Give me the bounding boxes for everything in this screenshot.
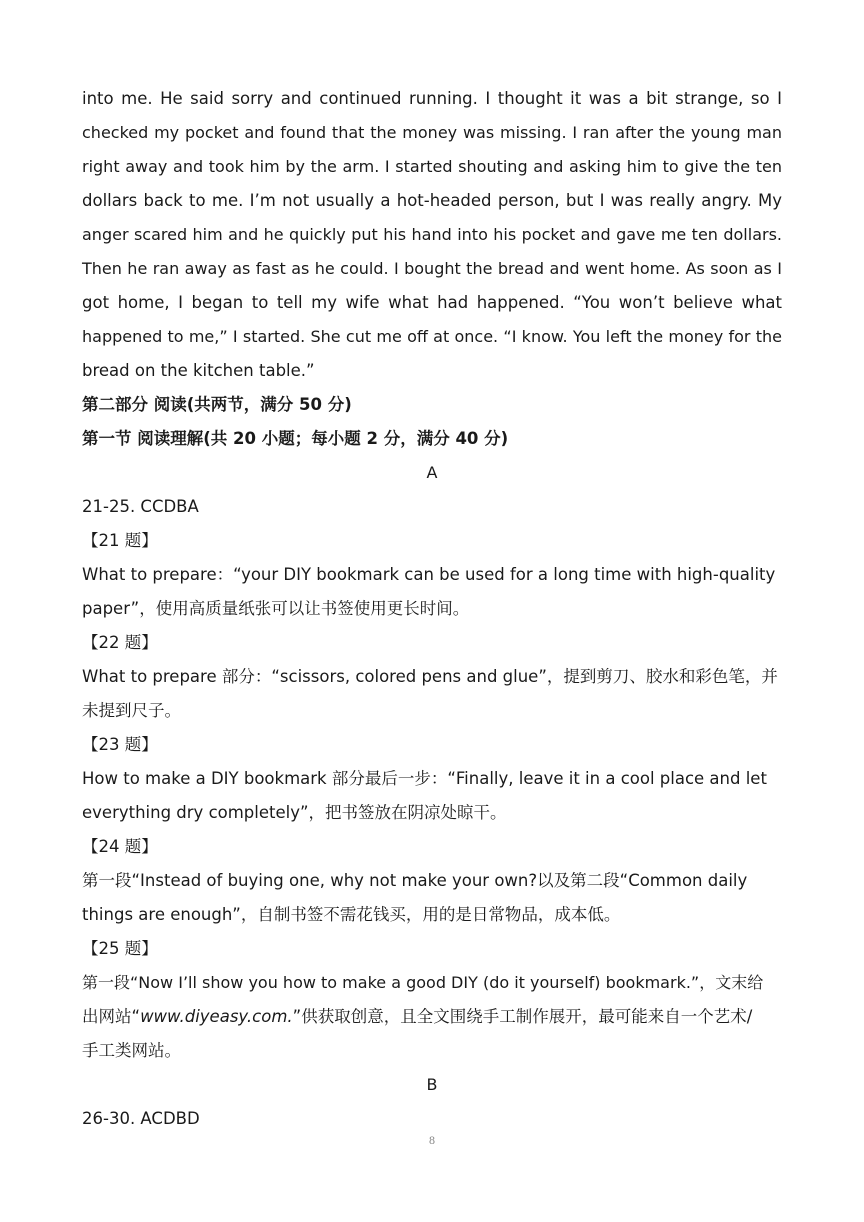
part2-heading: 第二部分 阅读(共两节，满分 50 分) xyxy=(82,395,352,414)
q23-label: 【23 题】 xyxy=(82,735,158,754)
passage-line: right away and took him by the arm. I started shouting and asking him to give the ten xyxy=(82,157,782,176)
q21-label: 【21 题】 xyxy=(82,531,158,550)
q22-line: 未提到尺子。 xyxy=(82,701,181,720)
document-page xyxy=(82,82,782,1136)
passage-line: checked my pocket and found that the money was missing. I ran after the young man xyxy=(82,123,782,142)
passage-line: bread on the kitchen table.” xyxy=(82,361,315,380)
passage-line: happened to me,” I started. She cut me off at once. “I know. You left the money for the xyxy=(82,327,782,346)
q25-label: 【25 题】 xyxy=(82,939,158,958)
q23-line: How to make a DIY bookmark 部分最后一步：“Finally, leave it in a cool place and let xyxy=(82,769,767,788)
q22-label: 【22 题】 xyxy=(82,633,158,652)
passage-a-label: A xyxy=(426,463,438,482)
q25-line: 第一段“Now I’ll show you how to make a good DIY (do it yourself) bookmark.”，文末给 xyxy=(82,973,764,992)
passage-line: into me. He said sorry and continued running. I thought it was a bit strange, so I xyxy=(82,89,782,108)
q22-line: What to prepare 部分：“scissors, colored pens and glue”，提到剪刀、胶水和彩色笔，并 xyxy=(82,667,778,686)
q21-line: paper”，使用高质量纸张可以让书签使用更长时间。 xyxy=(82,599,470,618)
answers-a: 21-25. CCDBA xyxy=(82,497,199,516)
q24-label: 【24 题】 xyxy=(82,837,158,856)
q21-line: What to prepare：“your DIY bookmark can be used for a long time with high-quality xyxy=(82,565,776,584)
q25-line: 手工类网站。 xyxy=(82,1041,181,1060)
passage-line: anger scared him and he quickly put his hand into his pocket and gave me ten dollars. xyxy=(82,225,782,244)
section1-heading: 第一节 阅读理解(共 20 小题；每小题 2 分，满分 40 分) xyxy=(82,429,509,448)
passage-line: Then he ran away as fast as he could. I bought the bread and went home. As soon as I xyxy=(82,259,782,278)
q25-line-text: 出网站“ xyxy=(82,1007,141,1026)
q25-line-text: ”供获取创意，且全文围绕手工制作展开，最可能来自一个艺术/ xyxy=(292,1007,753,1026)
passage-line: got home, I began to tell my wife what had happened. “You won’t believe what xyxy=(82,293,782,312)
q23-line: everything dry completely”，把书签放在阴凉处晾干。 xyxy=(82,803,507,822)
answers-b: 26-30. ACDBD xyxy=(82,1109,200,1128)
q25-line xyxy=(82,1000,782,1034)
page-number: 8 xyxy=(429,1133,435,1147)
website-url: www.diyeasy.com. xyxy=(140,1007,293,1026)
passage-line: dollars back to me. I’m not usually a hot-headed person, but I was really angry. My xyxy=(82,191,782,210)
q24-line: things are enough”，自制书签不需花钱买，用的是日常物品，成本低。 xyxy=(82,905,621,924)
passage-b-label: B xyxy=(426,1075,438,1094)
q24-line: 第一段“Instead of buying one, why not make your own?以及第二段“Common daily xyxy=(82,871,748,890)
